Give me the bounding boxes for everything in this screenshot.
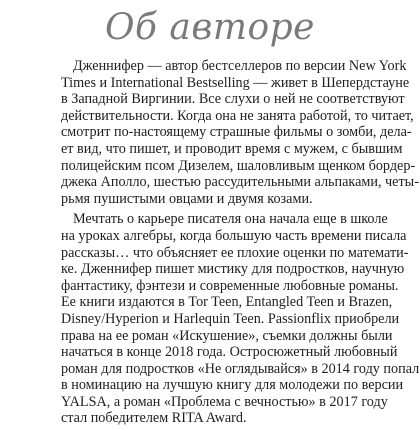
text-line: в номинацию на лучшую книгу для молодежи по версии (61, 377, 404, 394)
text-line: Disney/Hyperion и Harlequin Teen. Passionflix приобрели (61, 310, 400, 327)
text-line: ет вид, что пишет, и проводит время с мужем, с бывшим (61, 140, 403, 157)
text-line: действительности. Когда она не занята работой, то читает, (61, 107, 414, 124)
text-line: рьмя пушистыми овцами и двумя козами. (61, 190, 313, 207)
text-line: в Западной Виргинии. Все слухи о ней не соответствуют (61, 91, 405, 108)
text-line: фантастику, фэнтези и современные любовные романы. (61, 277, 399, 294)
text-line: ке. Дженнифер пишет мистику для подростков, научную (61, 261, 405, 278)
paragraph (61, 58, 419, 207)
text-line: смотрит по-настоящему страшные фильмы о зомби, дела- (61, 124, 412, 141)
text-line: Ее книги издаются в Tor Teen, Entangled Teen и Brazen, (61, 294, 393, 311)
text-line: на уроках алгебры, когда большую часть времени писала (61, 227, 407, 244)
text-line: Times и International Bestselling — живет в Шепердстауне (61, 74, 410, 91)
text-line: стал победителем RITA Award. (61, 410, 247, 427)
text-line: полицейским псом Дизелем, шаловливым щенком бордер- (61, 157, 416, 174)
text-line: рассказы… что объясняет ее плохие оценки по математи- (61, 244, 409, 261)
paragraph (61, 211, 420, 427)
text-line: джека Аполло, шестью рассудительными альпаками, четы- (61, 174, 419, 191)
text-line: Дженнифер — автор бестселлеров по версии New York (73, 58, 407, 74)
text-line: начаться в конце 2018 года. Остросюжетный любовный (61, 344, 398, 361)
text-line: роман для подростков «Не оглядывайся» в 2014 году попал (61, 360, 420, 377)
text-line: YALSA, а роман «Проблема с вечностью» в 2017 году (61, 393, 388, 410)
page-title: Об авторе (104, 7, 315, 48)
text-line: Мечтать о карьере писателя она начала еще в школе (73, 211, 388, 228)
text-line: права на ее роман «Искушение», съемки должны были (61, 327, 393, 344)
author-bio (61, 58, 420, 431)
